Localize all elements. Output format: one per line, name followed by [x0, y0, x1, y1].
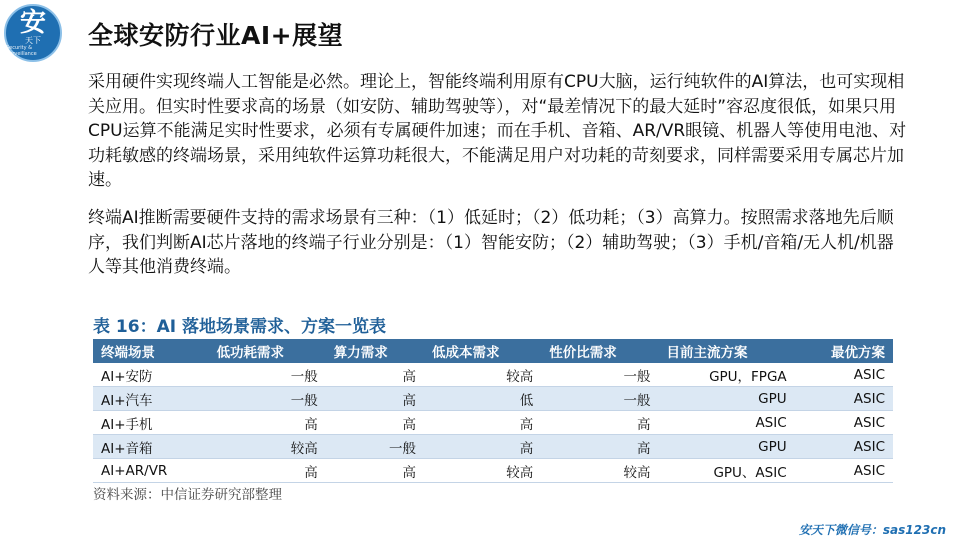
cell-current-solution: ASIC — [755, 414, 787, 431]
cell-compute: 高 — [402, 368, 417, 385]
logo-tiny-text: Security & Surveillance — [6, 44, 37, 57]
table-row — [93, 387, 893, 411]
header-cost-performance: 性价比需求 — [549, 345, 617, 361]
cell-current-solution: GPU、ASIC — [713, 464, 787, 481]
cell-cost-performance: 较高 — [623, 464, 651, 481]
cell-cost-performance: 高 — [636, 440, 651, 457]
cell-compute: 一般 — [389, 440, 417, 457]
cell-scenario: AI+音箱 — [101, 440, 153, 457]
cell-best-solution: ASIC — [853, 438, 885, 455]
cell-compute: 高 — [402, 416, 417, 433]
table-row — [93, 411, 893, 435]
paragraph-1: 采用硬件实现终端人工智能是必然。理论上，智能终端利用原有CPU大脑，运行纯软件的AI算法，也可实现相关应用。但实时性要求高的场景（如安防、辅助驾驶等），对“最差情况下的最大延时”容忍度很低，如果只用CPU运算不能满足实时性要求，必须有专属硬件加速；而在手机、音箱、AR/VR眼镜、机器人等使用电池、对功耗敏感的终端场景，采用纯软件运算功耗很大，不能满足用户对功耗的苛刻要求，同样需要采用专属芯片加速。 — [88, 72, 907, 190]
cell-low-cost: 高 — [519, 440, 534, 457]
table-row — [93, 459, 893, 483]
cell-low-power: 一般 — [290, 368, 318, 385]
cell-compute: 高 — [402, 392, 417, 409]
cell-scenario: AI+手机 — [101, 416, 153, 433]
cell-scenario: AI+AR/VR — [101, 462, 168, 479]
cell-current-solution: GPU — [758, 390, 787, 407]
table-caption: 表 16：AI 落地场景需求、方案一览表 — [93, 317, 386, 337]
table-row — [93, 435, 893, 459]
header-scenario: 终端场景 — [101, 345, 155, 361]
logo-main-char: 安 — [19, 7, 46, 38]
header-low-power: 低功耗需求 — [216, 345, 285, 361]
footer-wechat: 安天下微信号：sas123cn — [798, 523, 946, 537]
source-note: 资料来源：中信证券研究部整理 — [93, 487, 282, 503]
header-low-cost: 低成本需求 — [432, 345, 500, 361]
cell-low-power: 一般 — [290, 392, 318, 409]
cell-best-solution: ASIC — [853, 414, 885, 431]
header-current-solution: 目前主流方案 — [666, 345, 748, 361]
cell-best-solution: ASIC — [853, 366, 885, 383]
cell-low-power: 高 — [304, 464, 318, 481]
table-header-row — [93, 339, 893, 363]
cell-low-cost: 较高 — [506, 464, 534, 481]
logo-sub-text: 天下 — [25, 35, 41, 45]
cell-cost-performance: 一般 — [623, 368, 651, 385]
cell-low-cost: 较高 — [506, 368, 534, 385]
cell-current-solution: GPU，FPGA — [709, 368, 787, 385]
cell-scenario: AI+汽车 — [101, 392, 153, 409]
cell-low-cost: 高 — [519, 416, 534, 433]
cell-cost-performance: 高 — [636, 416, 651, 433]
cell-low-cost: 低 — [519, 392, 534, 409]
header-best-solution: 最优方案 — [831, 345, 885, 361]
page-title: 全球安防行业AI+展望 — [88, 21, 344, 50]
cell-best-solution: ASIC — [853, 462, 885, 479]
cell-low-power: 较高 — [290, 440, 318, 457]
cell-current-solution: GPU — [758, 438, 787, 455]
header-compute: 算力需求 — [333, 345, 388, 361]
scenario-table — [93, 339, 893, 483]
cell-cost-performance: 一般 — [623, 392, 651, 409]
cell-low-power: 高 — [304, 416, 318, 433]
cell-scenario: AI+安防 — [101, 368, 153, 385]
brand-logo — [4, 4, 62, 62]
paragraph-2: 终端AI推断需要硬件支持的需求场景有三种：（1）低延时；（2）低功耗；（3）高算力。按照需求落地先后顺序，我们判断AI芯片落地的终端子行业分别是：（1）智能安防；（2）辅助驾驶；（3）手机/音箱/无人机/机器人等其他消费终端。 — [88, 208, 894, 277]
table-row — [93, 363, 893, 387]
cell-best-solution: ASIC — [853, 390, 885, 407]
cell-compute: 高 — [402, 464, 417, 481]
